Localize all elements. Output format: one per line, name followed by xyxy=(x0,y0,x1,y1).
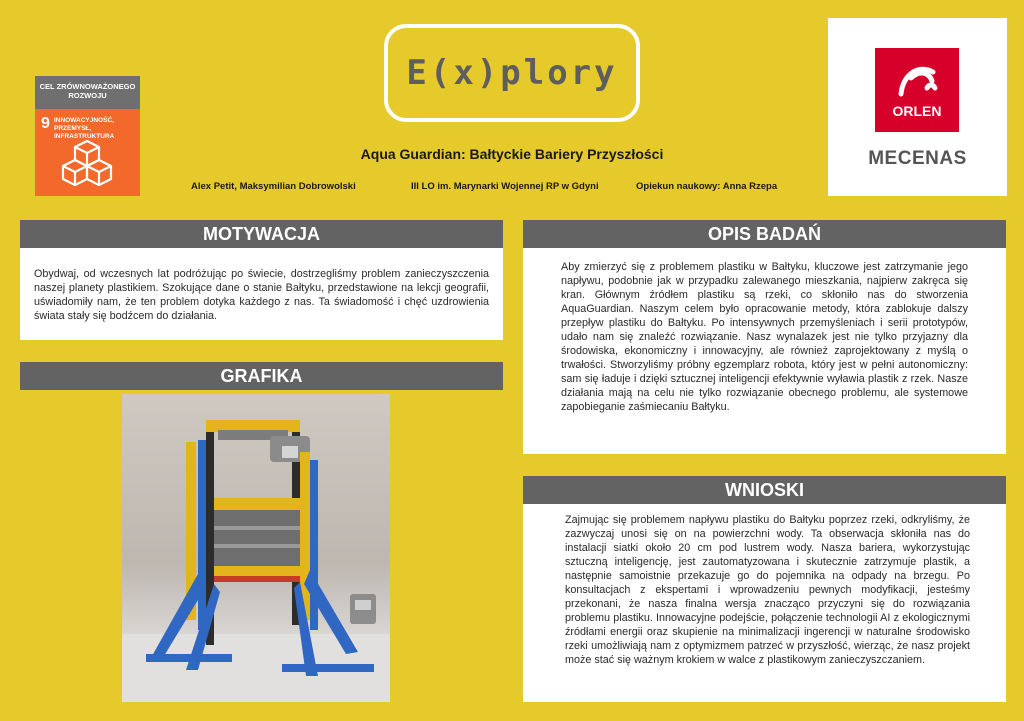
school-name: III LO im. Marynarki Wojennej RP w Gdyni xyxy=(411,181,599,192)
poster-title: Aqua Guardian: Bałtyckie Bariery Przyszłości xyxy=(360,146,664,162)
grafika-heading: GRAFIKA xyxy=(20,362,503,390)
orlen-logo xyxy=(875,48,959,132)
sdg-header: CEL ZRÓWNOWAŻONEGO ROZWOJU xyxy=(35,76,140,109)
cubes-icon xyxy=(55,139,119,193)
wnioski-body: Zajmując się problemem napływu plastiku do Bałtyku poprzez rzeki, odkryliśmy, że zazwyczaj unosi się on na powierzchni wody. Ta obserwacja skłoniła nas do instalacji siatki około 20 cm pod lustrem wody. Nasza bariera, wykorzystując sztuczną inteligencję, jest zautomatyzowana i skutecznie zatrzymuje plastik, a następnie samoistnie przekazuje go do pojemnika na odpady na brzegu. Po konsultacjach z ekspertami i wprowadzeniu pewnych modyfikacji, jesteśmy przekonani, że nasza finalna wersja znacząco przyczyni się do rozwiązania problemu plastiku. Innowacyjne podejście, połączenie technologii AI z ekologicznymi źródłami energii oraz skupienie na minimalizacji ingerencji w naturalne środowisko rzeki umożliwiają nam z optymizmem patrzeć w przyszłość, wierząc, że nasz projekt może stać się ważnym krokiem w walce z plastikowym zanieczyszczaniem. xyxy=(523,504,1006,702)
sponsor-label: MECENAS xyxy=(868,148,967,169)
sdg-tile xyxy=(35,109,140,196)
robot-photo xyxy=(122,394,390,702)
wnioski-heading: WNIOSKI xyxy=(523,476,1006,504)
supervisor: Opiekun naukowy: Anna Rzepa xyxy=(636,181,778,192)
sdg-goal-text xyxy=(54,117,114,141)
sdg-badge xyxy=(35,76,140,196)
sdg-goal-line: PRZEMYSŁ, xyxy=(54,125,92,132)
opis-badan-body: Aby zmierzyć się z problemem plastiku w Bałtyku, kluczowe jest zatrzymanie jego napływu, podobnie jak w przypadku zalewanego mieszkania, najpierw zakręca się kran. Głównym źródłem plastiku są rzeki, co skłoniło nas do stworzenia AquaGuardian. Naszym celem było opracowanie metody, która zablokuje dalszy przepływ plastiku do Bałtyku. Po intensywnych przemyśleniach i serii prototypów, udało nam się znaleźć rozwiązanie. Nasz wynalazek jest nie tylko przyjazny dla środowiska, ekonomiczny i innowacyjny, ale również zaprojektowany z myślą o trwałości. Stworzyliśmy próbny egzemplarz robota, który jest w pełni autonomiczny: sam się ładuje i dzięki sztucznej inteligencji efektywnie wyławia plastik z rzek. Nasze działania mają na celu nie tylko rozwiązanie obecnego problemu, ale systemowe zapobieganie zaśmiecaniu Bałtyku. xyxy=(523,248,1006,454)
sdg-goal-line: INFRASTRUKTURA xyxy=(54,133,115,140)
orlen-eagle-icon xyxy=(875,48,959,104)
logo-text: E(x)plory xyxy=(406,53,618,93)
orlen-wordmark: ORLEN xyxy=(892,103,942,119)
sdg-number: 9 xyxy=(41,115,50,132)
sponsor-panel xyxy=(828,18,1007,196)
motywacja-body: Obydwaj, od wczesnych lat podróżując po świecie, dostrzegliśmy problem zanieczyszczenia naszej planety plastikiem. Szokujące dane o stanie Bałtyku, przedstawione na lekcji geografii, uświadomiły nam, że ten problem dotyka każdego z nas. Ta świadomość i chęć uzdrowienia świata stały się bodźcem do działania. xyxy=(20,248,503,340)
motywacja-heading: MOTYWACJA xyxy=(20,220,503,248)
authors-names: Alex Petit, Maksymilian Dobrowolski xyxy=(191,181,356,192)
opis-badan-heading: OPIS BADAŃ xyxy=(523,220,1006,248)
robot-illustration xyxy=(122,394,390,702)
explory-logo xyxy=(384,24,640,122)
sdg-goal-line: INNOWACYJNOŚĆ, xyxy=(54,117,114,124)
